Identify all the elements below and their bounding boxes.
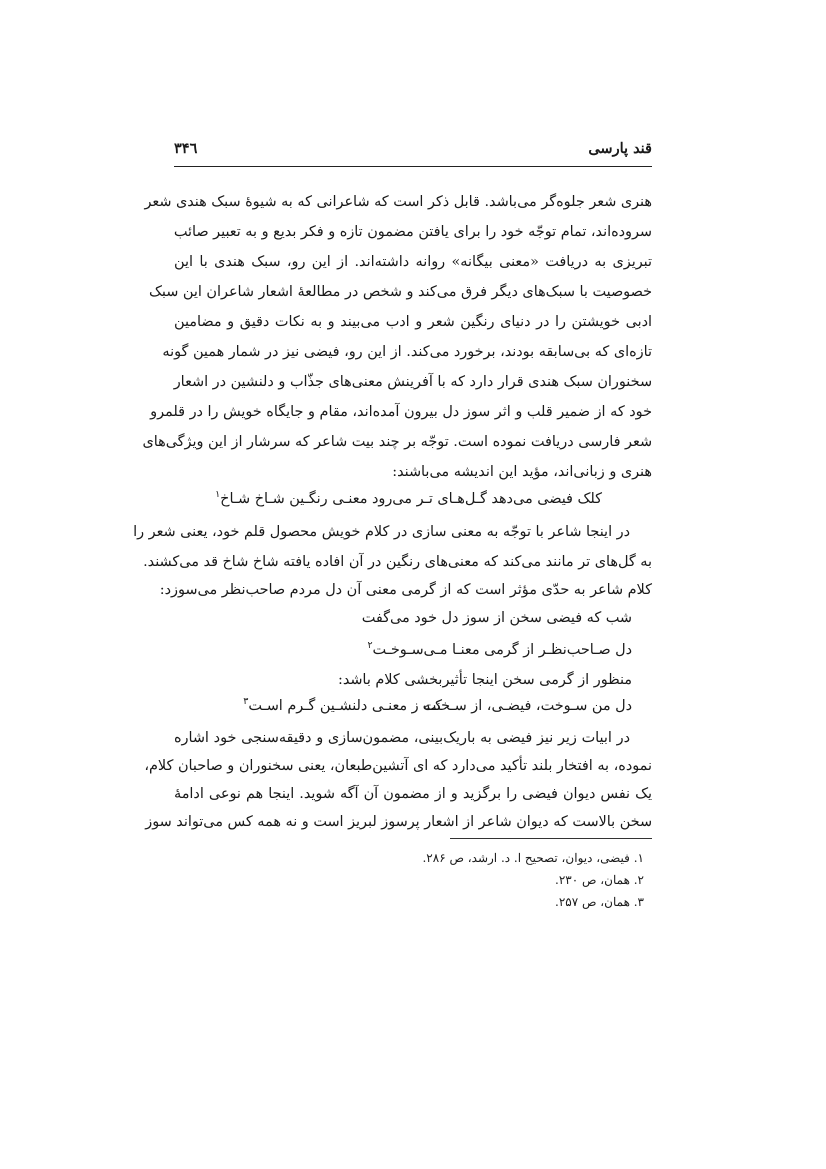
text-line: منظور از گرمی سخن اینجا تأثیربخشی کلام باشد:	[337, 672, 632, 688]
text-line: خود که از ضمیر قلب و اثر سوز دل بیرون آمده‌اند، مقام و جایگاه خویش را در قلمرو	[150, 404, 652, 420]
body-text	[133, 180, 652, 810]
text-line: هنری شعر جلوه‌گر می‌باشد. قابل ذکر است که شاعرانی که به شیوهٔ سبک هندی شعر	[144, 194, 652, 210]
text-line: در ابیات زیر نیز فیضی به باریک‌بینی، مضمون‌سازی و دقیقه‌سنجی خود اشاره	[174, 730, 630, 746]
text-line: تبریزی به دریافت «معنی بیگانه» روانه داشته‌اند. از این رو، سبک هندی با این	[174, 254, 652, 270]
verse-hemistich-left: می‌رود معنـی رنگـین شـاخ شـاخ$^۱$	[215, 489, 412, 507]
footnote: ۱. فیضی، دیوان، تصحیح ا. د. ارشد، ص ۲۸۶.	[422, 851, 644, 865]
footnote: ۳. همان، ص ۲۵۷.	[555, 895, 644, 909]
verse-hemistich-left: کـه ز معنـی دلنشـین گـرم اسـت$^۳$	[243, 696, 442, 714]
footnote-ref: ۱	[215, 489, 221, 500]
footnote-rule	[450, 838, 652, 839]
text-line: شعر فارسی دریافت نموده است. توجّه بر چند بیت شاعر که سرشار از این ویژگی‌های	[142, 434, 652, 450]
text-line: سروده‌اند، تمام توجّه خود را برای یافتن مضمون تازه و فکر بدیع و به تعبیر صائب	[173, 224, 652, 240]
verse-hemistich-left: دل صـاحب‌نظـر از گرمی معنـا مـی‌سـوخـت$^۲$	[367, 640, 632, 658]
text-line: خصوصیت با سبک‌های دیگر فرق می‌کند و شخص در مطالعهٔ اشعار شاعران این سبک	[149, 284, 652, 300]
text-line: سخنوران سبک هندی قرار دارد که با آفرینش معنی‌های جذّاب و دلنشین در اشعار	[173, 374, 652, 390]
verse-hemistich-right: دل من سـوخت، فیضـی، از سـخنت	[422, 698, 632, 714]
text-line: تازه‌ای که بی‌سابقه بودند، برخورد می‌کند. از این رو، فیضی نیز در شمار همین گونه	[162, 344, 652, 360]
footnote: ۲. همان، ص ۲۳۰.	[555, 873, 644, 887]
text-line: به گل‌های تر مانند می‌کند که معنی‌های رنگین در آن افاده یافته شاخ شاخ قد می‌کشند.	[143, 554, 652, 570]
text-line: در اینجا شاعر با توجّه به معنی سازی در کلام خویش محصول قلم خود، یعنی شعر را	[133, 524, 630, 540]
page-number: ۳۴٦	[174, 140, 198, 157]
footnote-ref: ۲	[367, 640, 373, 651]
verse-hemistich-right: شب که فیضی سخن از سوز دل خود می‌گفت	[361, 610, 632, 626]
footnote-ref: ۳	[243, 696, 249, 707]
text-line: یک نفس دیوان فیضی را برگزید و از مضمون آن آگه شوید. اینجا هم نوعی ادامهٔ	[174, 786, 652, 802]
text-line: سخن بالاست که دیوان شاعر از اشعار پرسوز لبریز است و نه همه کس می‌تواند سوز	[145, 814, 652, 830]
text-line: نموده، به افتخار بلند تأکید می‌دارد که ای آتشین‌طبعان، یعنی سخنوران و صاحبان کلام،	[144, 758, 652, 774]
page-header	[174, 140, 652, 164]
text-line: ادبی خویشتن را در دنیای رنگین شعر و ادب می‌بیند و به نکات دقیق و مضامین	[174, 314, 652, 330]
verse-hemistich-right: کلک فیضی می‌دهد گـل‌هـای تـر	[416, 491, 602, 507]
text-line: هنری و زبانی‌اند، مؤید این اندیشه می‌باشند:	[392, 464, 652, 480]
running-title: قند پارسی	[588, 140, 652, 157]
text-line: کلام شاعر به حدّی مؤثر است که از گرمی معنی آن دل مردم صاحب‌نظر می‌سوزد:	[159, 582, 652, 598]
header-rule	[174, 166, 652, 167]
